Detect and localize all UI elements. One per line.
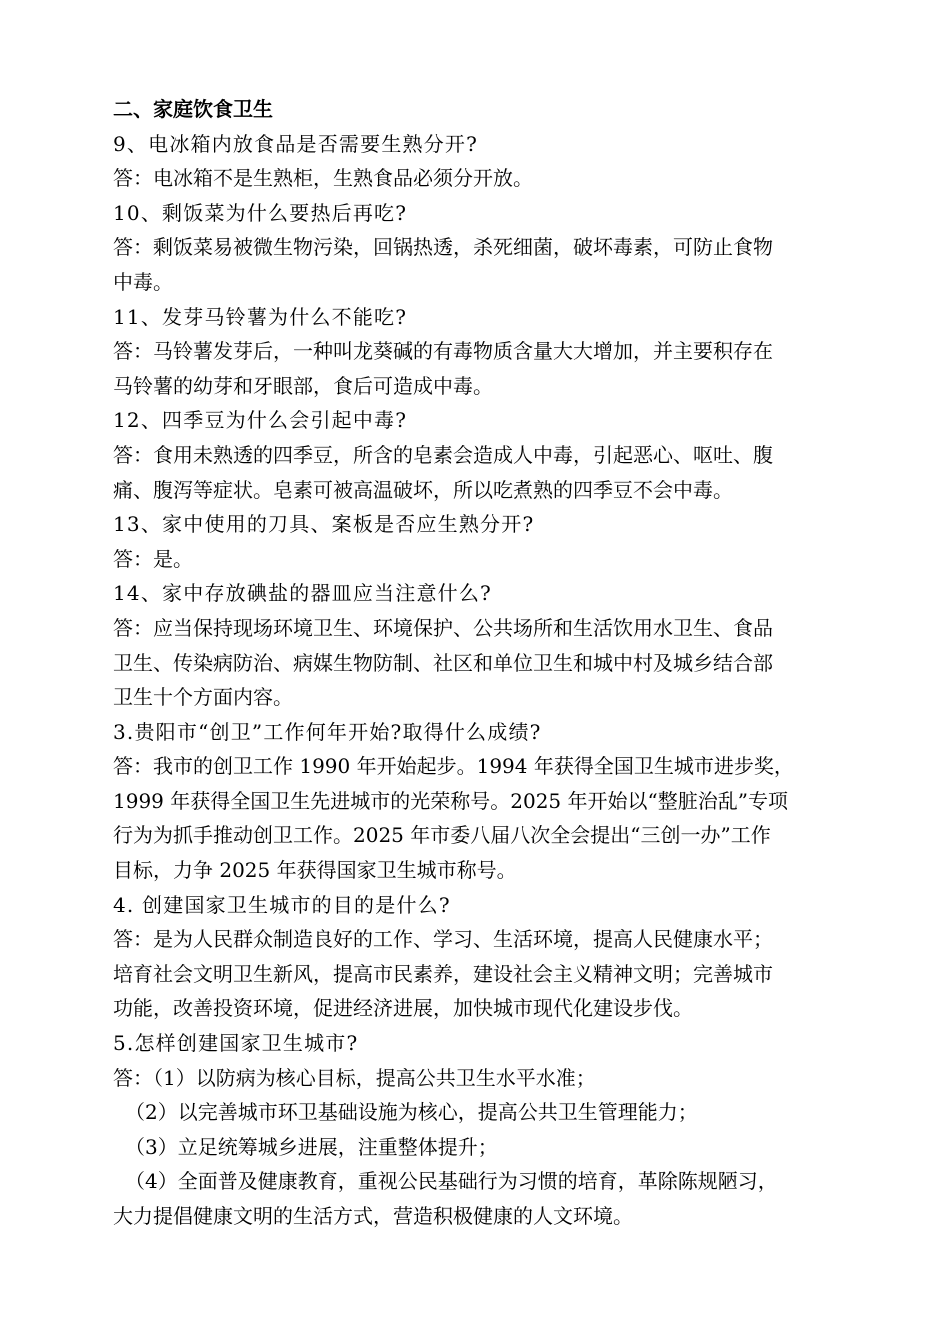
question-line: 4. 创建国家卫生城市的目的是什么? (113, 892, 451, 917)
question-line: 3.贵阳市“创卫”工作何年开始?取得什么成绩? (113, 719, 542, 744)
question-line: 14、家中存放碘盐的器皿应当注意什么? (113, 581, 492, 606)
answer-line: 培育社会文明卫生新风，提高市民素养，建设社会主义精神文明；完善城市 (113, 961, 773, 986)
answer-item-line: （4）全面普及健康教育，重视公民基础行为习惯的培育，革除陈规陋习， (125, 1169, 778, 1194)
answer-line: 答：食用未熟透的四季豆，所含的皂素会造成人中毒，引起恶心、呕吐、腹 (113, 442, 773, 467)
question-line: 5.怎样创建国家卫生城市? (113, 1031, 359, 1056)
answer-line: 马铃薯的幼芽和牙眼部，食后可造成中毒。 (113, 373, 493, 398)
question-line: 11、发芽马铃薯为什么不能吃? (113, 304, 408, 329)
answer-line: 卫生、传染病防治、病媒生物防制、社区和单位卫生和城中村及城乡结合部 (113, 650, 773, 675)
document-page (113, 92, 863, 1234)
answer-line: 1999 年获得全国卫生先进城市的光荣称号。2025 年开始以“整脏治乱”专项 (113, 788, 788, 813)
answer-line: 卫生十个方面内容。 (113, 685, 293, 710)
answer-line: 行为为抓手推动创卫工作。2025 年市委八届八次全会提出“三创一办”工作 (113, 823, 771, 848)
answer-line: 功能，改善投资环境，促进经济进展，加快城市现代化建设步伐。 (113, 996, 693, 1021)
answer-line: 答：马铃薯发芽后，一种叫龙葵碱的有毒物质含量大大增加，并主要积存在 (113, 339, 773, 364)
answer-line: 答：电冰箱不是生熟柜，生熟食品必须分开放。 (113, 166, 533, 191)
answer-item-line: （3）立足统筹城乡进展，注重整体提升； (125, 1134, 498, 1159)
answer-line: 答：我市的创卫工作 1990 年开始起步。1994 年获得全国卫生城市进步奖， (113, 754, 794, 779)
answer-line: 答：应当保持现场环境卫生、环境保护、公共场所和生活饮用水卫生、食品 (113, 615, 773, 640)
question-line: 9、电冰箱内放食品是否需要生熟分开? (113, 131, 479, 156)
question-line: 12、四季豆为什么会引起中毒? (113, 408, 408, 433)
answer-line: 答：是。 (113, 546, 193, 571)
answer-line: 答：（1）以防病为核心目标，提高公共卫生水平水准； (113, 1065, 596, 1090)
answer-line: 目标，力争 2025 年获得国家卫生城市称号。 (113, 858, 517, 883)
answer-line: 痛、腹泻等症状。皂素可被高温破坏，所以吃煮熟的四季豆不会中毒。 (113, 477, 733, 502)
section-heading: 二、家庭饮食卫生 (113, 97, 273, 121)
answer-line: 答：是为人民群众制造良好的工作、学习、生活环境，提高人民健康水平； (113, 927, 773, 952)
answer-line: 中毒。 (113, 269, 173, 294)
question-line: 10、剩饭菜为什么要热后再吃? (113, 200, 408, 225)
answer-line: 答：剩饭菜易被微生物污染，回锅热透，杀死细菌，破坏毒素，可防止食物 (113, 235, 773, 260)
question-line: 13、家中使用的刀具、案板是否应生熟分开? (113, 512, 535, 537)
document-body (113, 127, 863, 1234)
answer-item-line: （2）以完善城市环卫基础设施为核心，提高公共卫生管理能力； (125, 1100, 698, 1125)
answer-line: 大力提倡健康文明的生活方式，营造积极健康的人文环境。 (113, 1204, 633, 1228)
